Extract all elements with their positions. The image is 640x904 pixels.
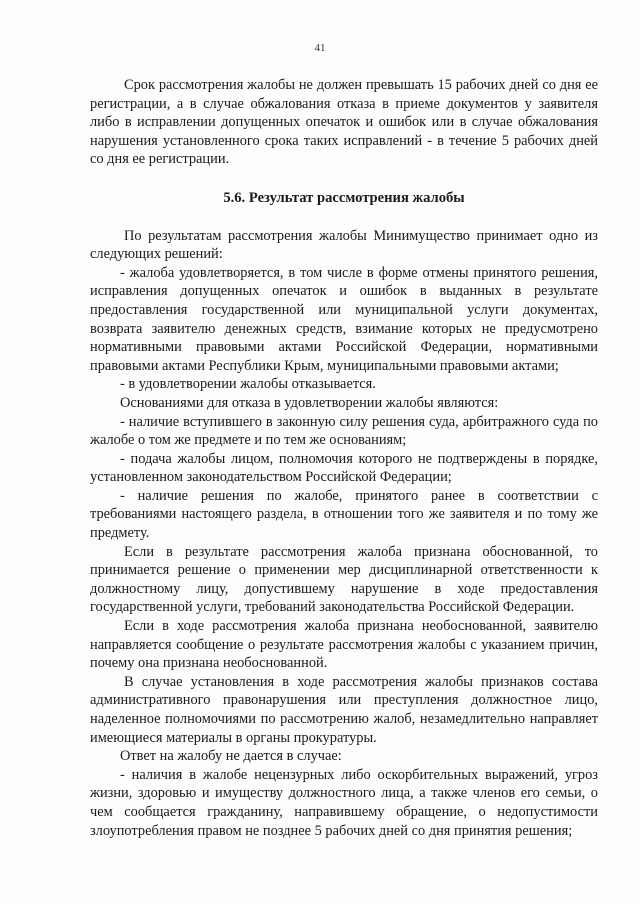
list-item-prior-decision: - наличие решения по жалобе, принятого ранее в соответствии с требованиями настоящего раздела, в отношении того же заявителя и по тому же предмету. xyxy=(90,487,598,542)
paragraph-unjustified-complaint: Если в ходе рассмотрения жалоба признана необоснованной, заявителю направляется сообщение о результате рассмотрения жалобы с указанием причин, почему она признана необоснованной. xyxy=(90,618,598,672)
list-item-obscene-language: - наличия в жалобе нецензурных либо оскорбительных выражений, угроз жизни, здоровью и имуществу должностного лица, а также членов его семьи, о чем сообщается гражданину, направившему обращение, о недопустимости злоупотребления правом не позднее 5 рабочих дней со дня принятия решения; xyxy=(90,766,598,839)
section-heading: 5.6. Результат рассмотрения жалобы xyxy=(223,189,465,206)
paragraph-review-period: Срок рассмотрения жалобы не должен превышать 15 рабочих дней со дня ее регистрации, а в случае обжалования отказа в приеме документов у заявителя либо в исправлении допущенных опечаток и ошибок или в случае обжалования нарушения установленного срока таких исправлений - в течение 5 рабочих дней со дня ее регистрации. xyxy=(90,77,598,168)
list-item-unconfirmed-authority: - подача жалобы лицом, полномочия которого не подтверждены в порядке, установленном законодательством Российской Федерации; xyxy=(90,450,598,486)
list-item-complaint-satisfied: - жалоба удовлетворяется, в том числе в форме отмены принятого решения, исправления допущенных опечаток и ошибок в выданных в результате предоставления государственной или муниципальной услуги документах, возврата заявителю денежных средств, взимание которых не предусмотрено нормативными правовыми актами Российской Федерации, нормативными правовыми актами Республики Крым, муниципальными правовыми актами; xyxy=(90,264,598,374)
paragraph-offence-signs: В случае установления в ходе рассмотрения жалобы признаков состава административного правонарушения или преступления должностное лицо, наделенное полномочиями по рассмотрению жалоб, незамедлительно направляет имеющиеся материалы в органы прокуратуры. xyxy=(90,673,598,746)
list-item-complaint-refused: - в удовлетворении жалобы отказывается. xyxy=(120,376,376,393)
document-body xyxy=(90,76,598,840)
page-number: 41 xyxy=(314,42,326,54)
paragraph-refusal-grounds: Основаниями для отказа в удовлетворении жалобы являются: xyxy=(120,394,499,411)
list-item-court-decision: - наличие вступившего в законную силу решения суда, арбитражного суда по жалобе о том же предмете и по тем же основаниям; xyxy=(90,413,598,449)
paragraph-justified-complaint: Если в результате рассмотрения жалоба признана обоснованной, то принимается решение о применении мер дисциплинарной ответственности к должностному лицу, допустившему нарушение в ходе предоставления государственной услуги, требований законодательства Российской Федерации. xyxy=(90,543,598,616)
paragraph-no-answer-cases: Ответ на жалобу не дается в случае: xyxy=(120,748,342,765)
paragraph-intro: По результатам рассмотрения жалобы Минимущество принимает одно из следующих решений: xyxy=(90,227,598,263)
